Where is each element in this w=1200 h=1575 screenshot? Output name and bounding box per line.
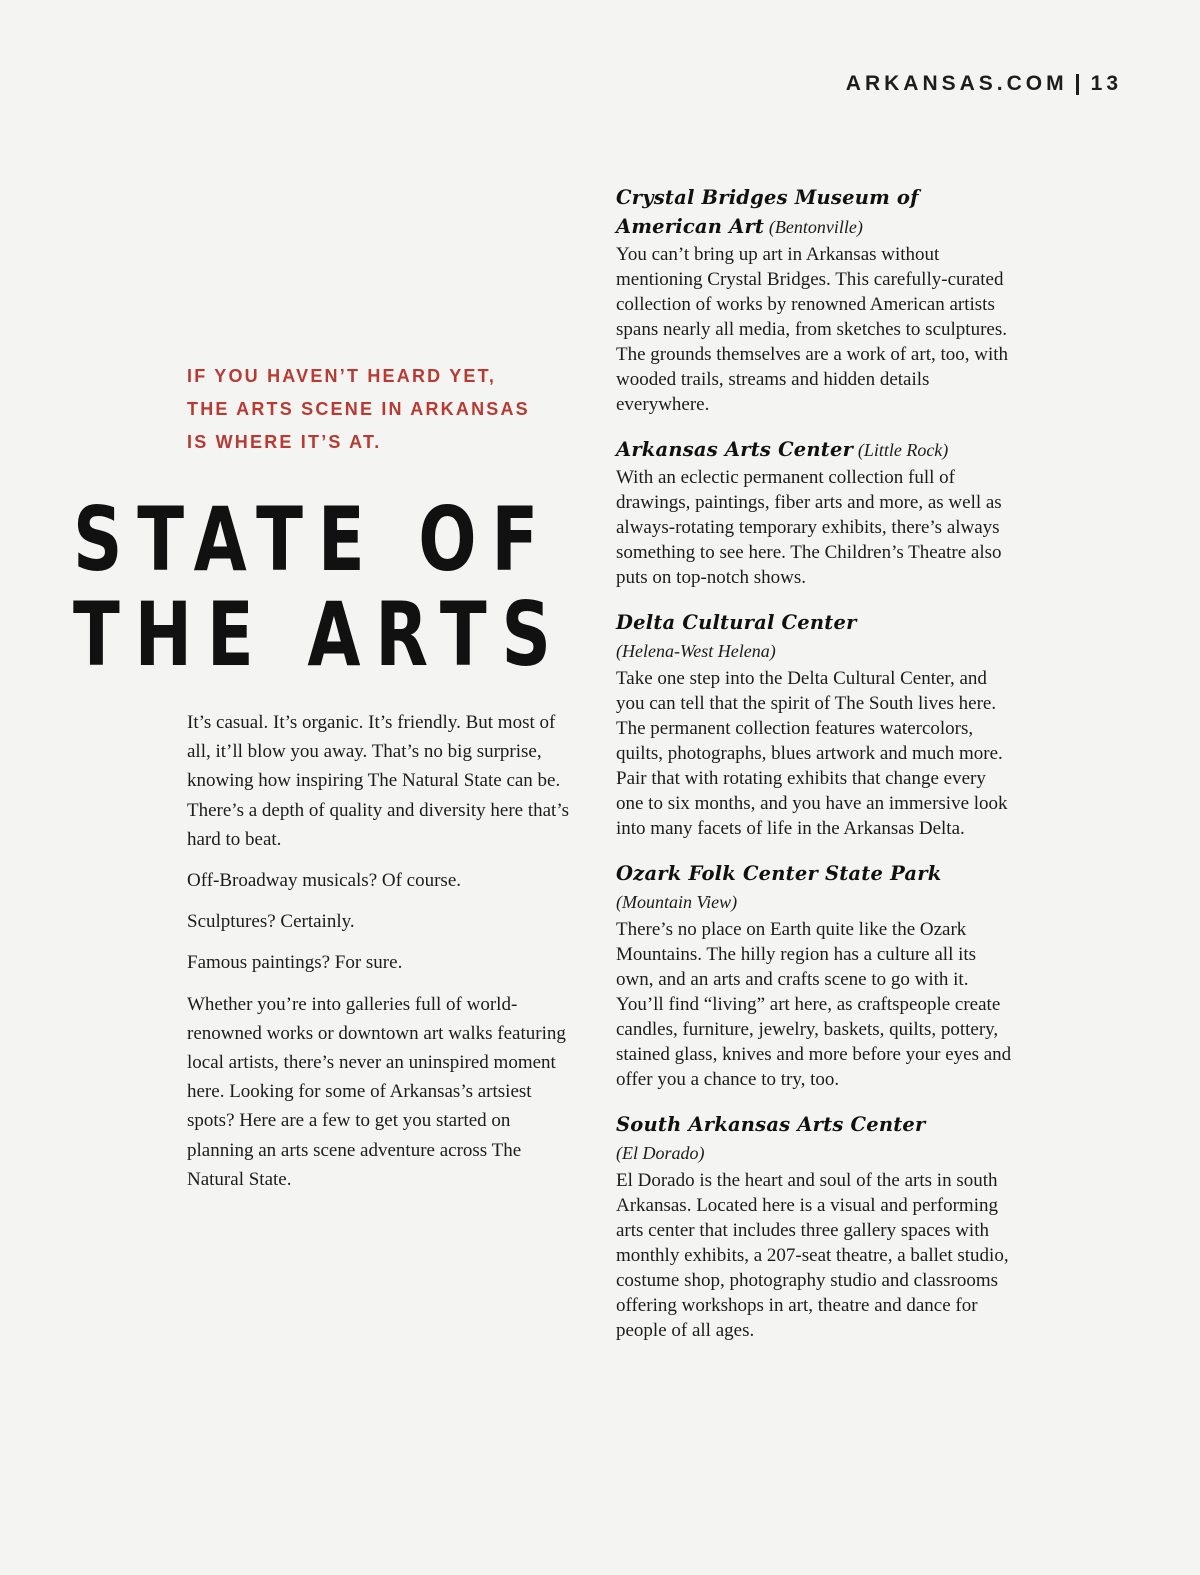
venue-location: (El Dorado): [616, 1143, 705, 1163]
venue-delta-cultural-center: [616, 608, 1016, 841]
venue-location: (Mountain View): [616, 892, 738, 912]
body-paragraph: Whether you’re into galleries full of world-renowned works or downtown art walks featuring local artists, there’s never an uninspired moment here. Looking for some of Arkansas’s artsiest spots? Here are a few to get you started on planning an arts scene adventure across The Natural State.: [187, 993, 566, 1190]
venue-ozark-folk-center: [616, 859, 1016, 1092]
intro-body: [187, 708, 577, 1206]
venue-description: El Dorado is the heart and soul of the arts in south Arkansas. Located here is a visual and performing arts center that includes three gallery spaces with monthly exhibits, a 207-seat theatre, a ballet studio, costume shop, photography studio and classrooms offering workshops in art, theatre and dance for people of all ages.: [616, 1170, 1009, 1341]
venue-arkansas-arts-center: [616, 435, 1016, 590]
title-line-1: STATE OF: [73, 488, 554, 591]
intro-line: IS WHERE IT’S AT.: [187, 432, 382, 452]
venue-south-arkansas-arts-center: [616, 1110, 1016, 1343]
venue-name: Ozark Folk Center State Park: [616, 862, 942, 885]
venue-name: Delta Cultural Center: [616, 611, 857, 634]
venue-description: There’s no place on Earth quite like the Ozark Mountains. The hilly region has a culture all its own, and an arts and crafts scene to go with it. You’ll find “living” art here, as craftspeople create candles, furniture, jewelry, baskets, quilts, pottery, stained glass, knives and more before your eyes and offer you a chance to try, too.: [616, 919, 1012, 1090]
venue-name: South Arkansas Arts Center: [616, 1113, 926, 1136]
venue-description: You can’t bring up art in Arkansas without mentioning Crystal Bridges. This carefully-curated collection of works by renowned American artists spans nearly all media, from sketches to sculptures. The grounds themselves are a work of art, too, with wooded trails, streams and hidden details everywhere.: [616, 244, 1009, 415]
body-paragraph: Sculptures? Certainly.: [187, 911, 355, 933]
intro-line: IF YOU HAVEN’T HEARD YET,: [187, 366, 497, 386]
page-title: [73, 488, 566, 686]
body-paragraph: Off-Broadway musicals? Of course.: [187, 870, 462, 892]
venue-name: Crystal Bridges Museum of American Art: [616, 186, 919, 238]
body-paragraph: Famous paintings? For sure.: [187, 952, 403, 974]
intro-line: THE ARTS SCENE IN ARKANSAS: [187, 399, 530, 419]
site-name: ARKANSAS.COM: [845, 72, 1068, 95]
page-header: [846, 72, 1122, 96]
page-number: 13: [1090, 72, 1122, 95]
venue-name: Arkansas Arts Center: [616, 438, 854, 461]
venue-location: (Helena-West Helena): [616, 641, 776, 661]
venue-list: [616, 183, 1016, 1361]
venue-location: (Little Rock): [857, 440, 949, 460]
venue-description: With an eclectic permanent collection full of drawings, paintings, fiber arts and more, as well as always-rotating temporary exhibits, there’s always something to see here. The Children’s Theatre also puts on top-notch shows.: [616, 467, 1002, 588]
intro-kicker: [187, 360, 547, 459]
venue-location: (Bentonville): [768, 217, 863, 237]
title-line-2: THE ARTS: [73, 583, 566, 686]
venue-description: Take one step into the Delta Cultural Center, and you can tell that the spirit of The South lives here. The permanent collection features watercolors, quilts, photographs, blues artwork and much more. Pair that with rotating exhibits that change every one to six months, and you have an immersive look into many facets of life in the Arkansas Delta.: [616, 668, 1008, 839]
venue-crystal-bridges: [616, 183, 1016, 417]
body-paragraph: It’s casual. It’s organic. It’s friendly. But most of all, it’ll blow you away. That’s no big surprise, knowing how inspiring The Natural State can be. There’s a depth of quality and diversity here that’s hard to beat.: [187, 712, 569, 850]
header-divider: [1076, 74, 1079, 95]
venue-heading: [616, 435, 1016, 465]
venue-heading: [616, 183, 1016, 242]
